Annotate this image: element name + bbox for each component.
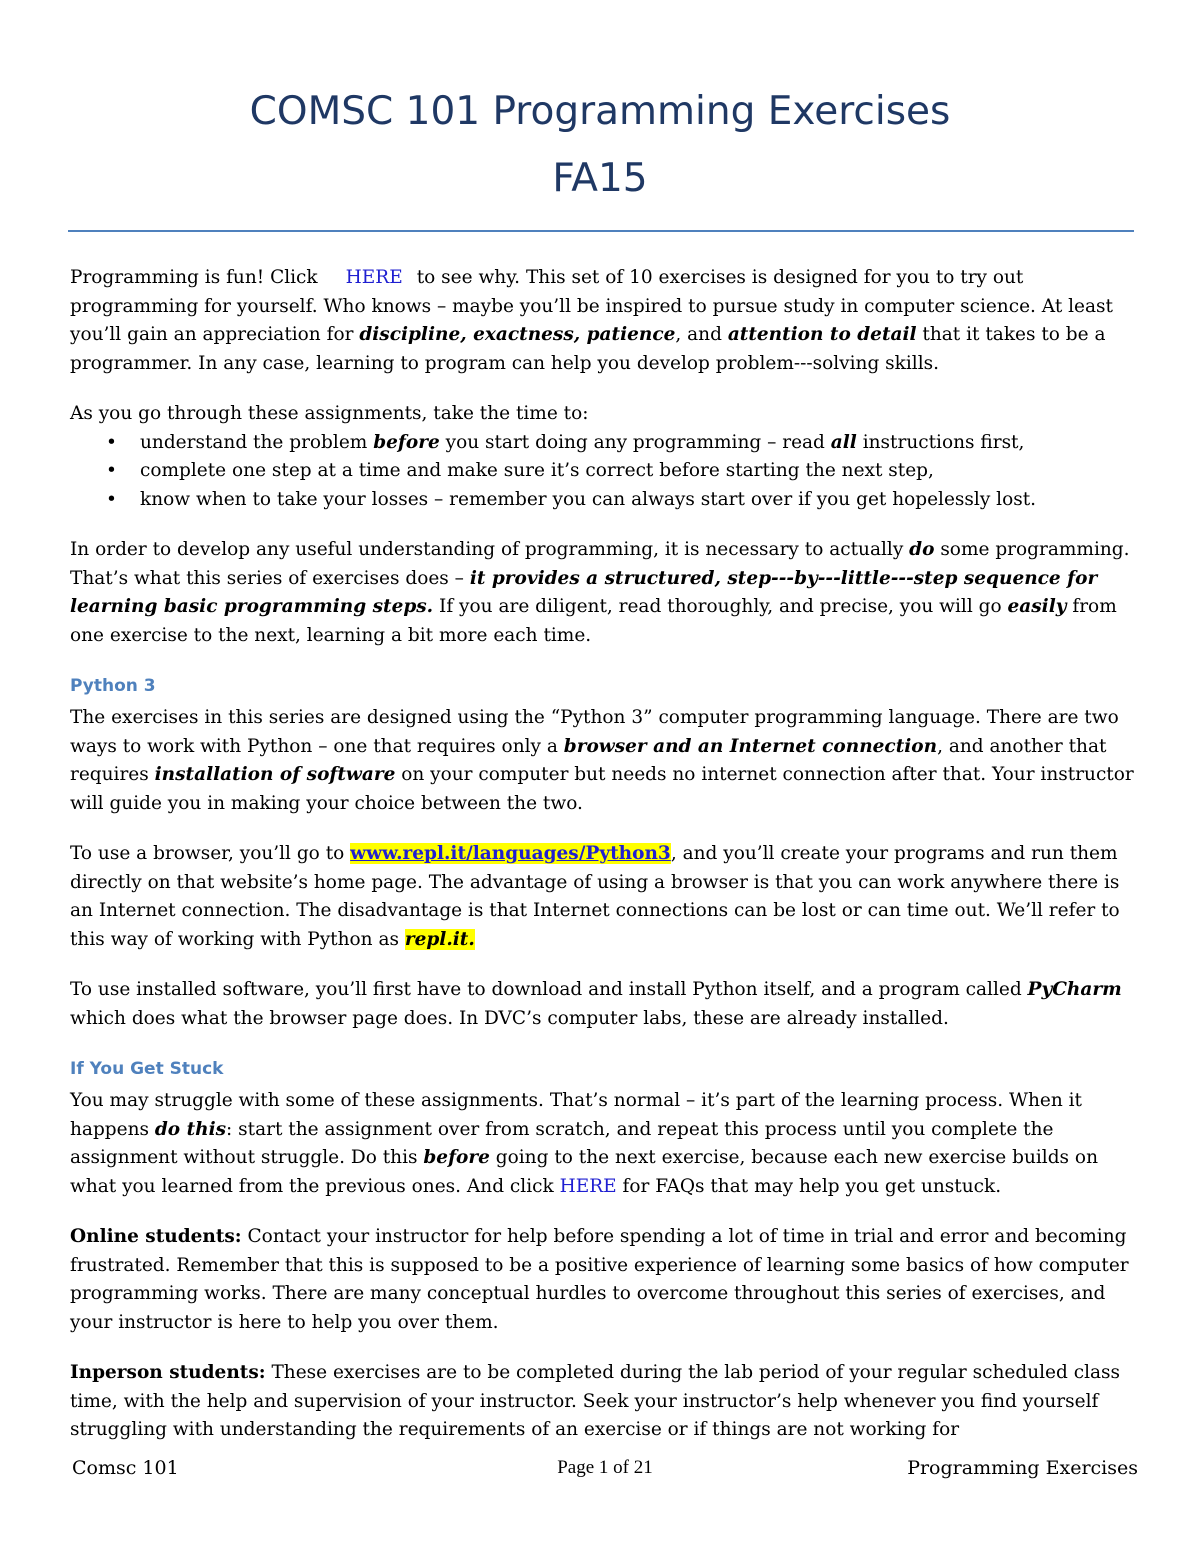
footer-page-number: Page 1 of 21	[557, 1457, 653, 1478]
software-paragraph: To use installed software, you’ll first have to download and install Python itself, and a program called PyCharm which does what the browser page does. In DVC’s computer labs, these are already installed.	[70, 979, 1122, 1029]
repl-emphasis: repl.it.	[404, 928, 475, 950]
footer-course: Comsc 101	[72, 1457, 179, 1479]
order-paragraph: In order to develop any useful understanding of programming, it is necessary to actually do some programming. That’s what this series of exercises does – it provides a structured, step--‐by--‐little--‐step sequence for learning basic programming steps. If you are diligent, read thoroughly, and precise, you will go easily from one exercise to the next, learning a bit more each time.	[70, 539, 1130, 646]
assignment-tips-list	[70, 429, 1138, 515]
inperson-students-paragraph: Inperson students: These exercises are to be completed during the lab period of your regular scheduled class time, with the help and supervision of your instructor. Seek your instructor’s help whenever you find yourself struggling with understanding the requirements of an exercise or if things are not working for	[70, 1362, 1121, 1440]
online-students-paragraph: Online students: Contact your instructor for help before spending a lot of time in trial and error and becoming frustrated. Remember that this is supposed to be a positive experience of learning some basics of how computer programming works. There are many conceptual hurdles to overcome throughout this series of exercises, and your instructor is here to help you over them.	[70, 1226, 1129, 1333]
here-link-why[interactable]: HERE	[345, 267, 403, 288]
here-link-faq[interactable]: HERE	[559, 1175, 617, 1197]
repl-link[interactable]: www.repl.it/languages/Python3	[350, 843, 671, 864]
emphasis-discipline: discipline, exactness, patience	[359, 324, 676, 345]
emphasis-attention: attention to detail	[727, 324, 917, 345]
list-item: • know when to take your losses – remember you can always start over if you get hopelessly lost.	[70, 486, 1138, 515]
document-title-block	[0, 78, 1200, 212]
bullet-icon: •	[106, 460, 117, 481]
page-title: COMSC 101 Programming Exercises	[249, 89, 951, 134]
title-divider	[68, 230, 1134, 232]
python-paragraph: The exercises in this series are designed using the “Python 3” computer programming language. There are two ways to work with Python – one that requires only a browser and an Internet connection, and another that requires installation of software on your computer but needs no internet connection after that. Your instructor will guide you in making your choice between the two.	[70, 707, 1134, 814]
python-heading: Python 3	[70, 676, 156, 696]
assignments-lead: As you go through these assignments, take the time to:	[70, 403, 589, 424]
list-item: • understand the problem before you start doing any programming – read all instructions first,	[70, 429, 1138, 458]
bullet-icon: •	[106, 431, 117, 453]
stuck-heading: If You Get Stuck	[70, 1059, 224, 1079]
bullet-icon: •	[106, 488, 117, 510]
footer-doc-title: Programming Exercises	[907, 1457, 1138, 1479]
browser-paragraph: To use a browser, you’ll go to www.repl.it/languages/Python3, and you’ll create your programs and run them directly on that website’s home page. The advantage of using a browser is that you can work anywhere there is an Internet connection. The disadvantage is that Internet connections can be lost or can time out. We’ll refer to this way of working with Python as repl.it.	[70, 843, 1120, 950]
intro-paragraph: Programming is fun! Click HERE to see why. This set of 10 exercises is designed for you to try out programming for yourself. Who knows – maybe you’ll be inspired to pursue study in computer science. At least you’ll gain an appreciation for discipline, exactness, patience, and attention to detail that it takes to be a programmer. In any case, learning to program can help you develop problem--‐solving skills.	[70, 267, 1113, 374]
stuck-paragraph: You may struggle with some of these assignments. That’s normal – it’s part of the learning process. When it happens do this: start the assignment over from scratch, and repeat this process until you complete the assignment without struggle. Do this before going to the next exercise, because each new exercise builds on what you learned from the previous ones. And click HERE for FAQs that may help you get unstuck.	[70, 1090, 1098, 1197]
list-item: • complete one step at a time and make sure it’s correct before starting the next step,	[70, 457, 1138, 486]
page-subtitle: FA15	[552, 156, 648, 201]
document-body	[70, 264, 1138, 1445]
